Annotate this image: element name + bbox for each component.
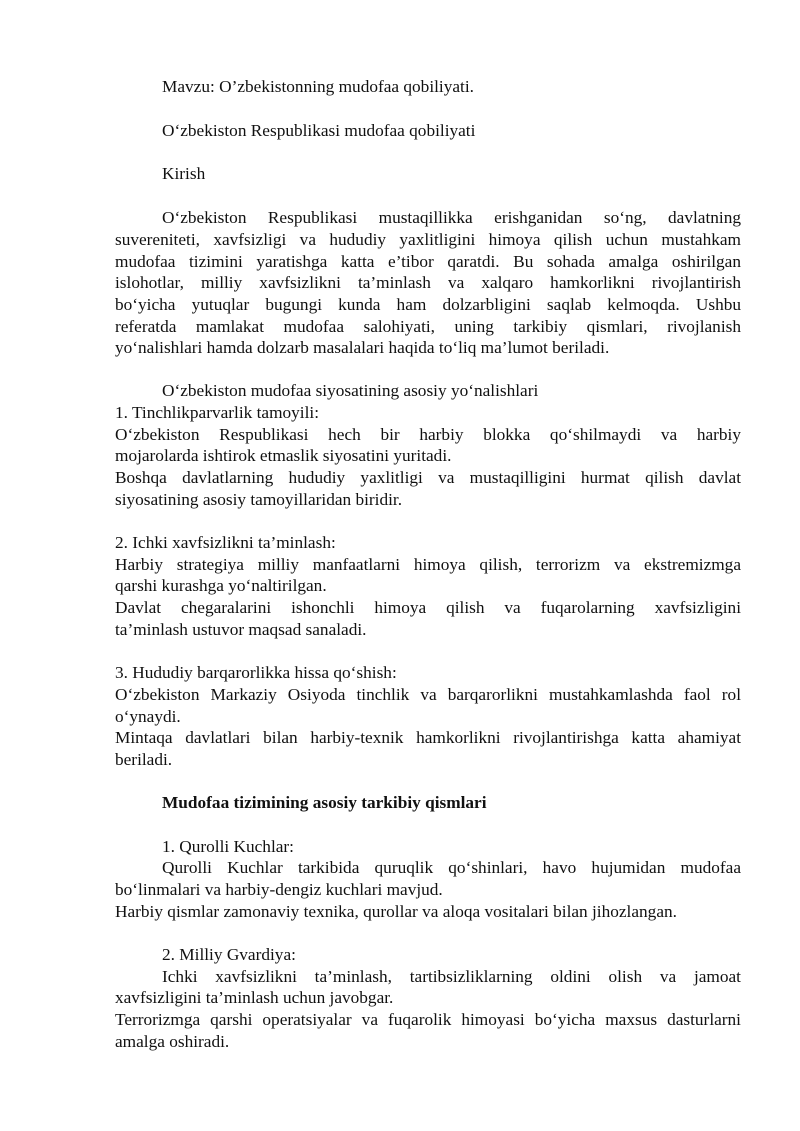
text-line: O‘zbekiston Respublikasi mustaqillikka erishganidan so‘ng, davlatning	[162, 208, 741, 227]
text-line: Mintaqa davlatlari bilan harbiy-texnik hamkorlikni rivojlantirishga katta ahamiyat	[115, 728, 741, 747]
text-line: Harbiy strategiya milliy manfaatlarni himoya qilish, terrorizm va ekstremizmga	[115, 555, 741, 574]
text-line: referatda mamlakat mudofaa salohiyati, uning tarkibiy qismlari, rivojlanish	[115, 317, 741, 336]
text-line: O‘zbekiston Respublikasi hech bir harbiy blokka qo‘shilmaydi va harbiy	[115, 425, 741, 444]
text-line: bo‘linmalari va harbiy-dengiz kuchlari mavjud.	[115, 880, 443, 899]
text-line: qarshi kurashga yo‘naltirilgan.	[115, 576, 327, 595]
text-line: mojarolarda ishtirok etmaslik siyosatini yuritadi.	[115, 446, 452, 465]
text-line: Ichki xavfsizlikni ta’minlash, tartibsizliklarning oldini olish va jamoat	[162, 967, 741, 986]
item-title: 2. Milliy Gvardiya:	[162, 945, 296, 964]
item-title: 1. Qurolli Kuchlar:	[162, 837, 294, 856]
topic-line: Mavzu: O’zbekistonning mudofaa qobiliyati.	[162, 77, 474, 96]
intro-heading: Kirish	[162, 164, 206, 183]
components-heading: Mudofaa tizimining asosiy tarkibiy qismlari	[162, 793, 487, 812]
item-title: 2. Ichki xavfsizlikni ta’minlash:	[115, 533, 336, 552]
text-line: O‘zbekiston Markaziy Osiyoda tinchlik va barqarorlikni mustahkamlashda faol rol	[115, 685, 741, 704]
item-title: 3. Hududiy barqarorlikka hissa qo‘shish:	[115, 663, 397, 682]
item-title: 1. Tinchlikparvarlik tamoyili:	[115, 403, 320, 422]
policy-heading: O‘zbekiston mudofaa siyosatining asosiy yo‘nalishlari	[162, 381, 539, 400]
text-line: Qurolli Kuchlar tarkibida quruqlik qo‘shinlari, havo hujumidan mudofaa	[162, 858, 741, 877]
subtitle: O‘zbekiston Respublikasi mudofaa qobiliyati	[162, 121, 476, 140]
text-line: Harbiy qismlar zamonaviy texnika, qurollar va aloqa vositalari bilan jihozlangan.	[115, 902, 677, 921]
text-line: amalga oshiradi.	[115, 1032, 230, 1051]
text-line: islohotlar, milliy xavfsizlikni ta’minlash va xalqaro hamkorlikni rivojlantirish	[115, 273, 741, 292]
text-line: bo‘yicha yutuqlar bugungi kunda ham dolzarbligini saqlab kelmoqda. Ushbu	[115, 295, 741, 314]
text-line: ta’minlash ustuvor maqsad sanaladi.	[115, 620, 367, 639]
text-line: o‘ynaydi.	[115, 707, 181, 726]
text-line: Boshqa davlatlarning hududiy yaxlitligi va mustaqilligini hurmat qilish davlat	[115, 468, 741, 487]
text-line: beriladi.	[115, 750, 173, 769]
text-line: suvereniteti, xavfsizligi va hududiy yaxlitligini himoya qilish uchun mustahkam	[115, 230, 741, 249]
text-line: Davlat chegaralarini ishonchli himoya qilish va fuqarolarning xavfsizligini	[115, 598, 741, 617]
text-line: mudofaa tizimini yaratishga katta e’tibor qaratdi. Bu sohada amalga oshirilgan	[115, 252, 741, 271]
text-line: siyosatining asosiy tamoyillaridan biridir.	[115, 490, 403, 509]
text-line: yo‘nalishlari hamda dolzarb masalalari haqida to‘liq ma’lumot beriladi.	[115, 338, 610, 357]
text-line: xavfsizligini ta’minlash uchun javobgar.	[115, 988, 394, 1007]
text-line: Terrorizmga qarshi operatsiyalar va fuqarolik himoyasi bo‘yicha maxsus dasturlarni	[115, 1010, 741, 1029]
